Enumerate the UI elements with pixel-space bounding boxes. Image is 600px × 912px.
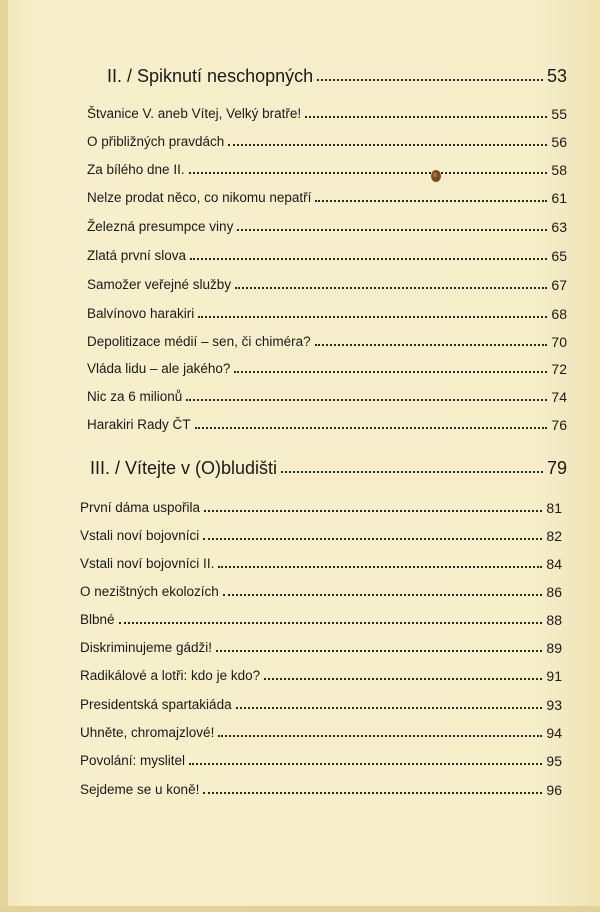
entry-page-number: 96 — [546, 782, 562, 798]
dot-leader — [264, 678, 542, 680]
chapter-heading — [0, 458, 600, 478]
dot-leader — [281, 471, 543, 473]
toc-entry — [0, 102, 600, 122]
entry-page-number: 65 — [551, 248, 567, 264]
entry-page-number: 74 — [551, 389, 567, 405]
toc-entry — [0, 749, 600, 769]
dot-leader — [119, 622, 543, 624]
entry-title: Blbné — [80, 612, 115, 627]
entry-page-number: 89 — [546, 640, 562, 656]
entry-title: Diskriminujeme gádži! — [80, 640, 213, 655]
toc-entry — [0, 778, 600, 798]
chapter-title: II. / Spiknutí neschopných — [107, 66, 314, 86]
entry-page-number: 95 — [546, 753, 562, 769]
dot-leader — [218, 566, 542, 568]
entry-page-number: 88 — [546, 612, 562, 628]
entry-page-number: 61 — [551, 190, 567, 206]
entry-title: Vstali noví bojovníci — [80, 528, 200, 543]
dot-leader — [315, 200, 547, 202]
toc-entry — [0, 385, 600, 405]
entry-page-number: 63 — [551, 219, 567, 235]
ink-blot-mark — [430, 168, 442, 183]
entry-title: První dáma uspořila — [80, 500, 201, 515]
entry-title: Uhněte, chromajzlové! — [80, 725, 215, 740]
entry-title: Nic za 6 milionů — [87, 389, 183, 404]
toc-entry — [0, 608, 600, 628]
dot-leader — [218, 735, 542, 737]
dot-leader — [190, 258, 547, 260]
toc-entry — [0, 524, 600, 544]
dot-leader — [317, 79, 543, 81]
entry-page-number: 86 — [546, 584, 562, 600]
toc-entry — [0, 413, 600, 433]
entry-title: Harakiri Rady ČT — [87, 417, 191, 432]
toc-entry — [0, 244, 600, 264]
toc-entry — [0, 158, 600, 178]
dot-leader — [189, 763, 542, 765]
toc-entry — [0, 215, 600, 235]
dot-leader — [204, 510, 542, 512]
dot-leader — [234, 371, 547, 373]
chapter-page-number: 53 — [546, 66, 567, 86]
page-edge-bottom — [0, 906, 600, 912]
toc-entry — [0, 580, 600, 600]
toc-entry — [0, 273, 600, 293]
entry-title: O nezištných ekolozích — [80, 584, 219, 599]
dot-leader — [189, 172, 548, 174]
entry-title: Sejdeme se u koně! — [80, 782, 200, 797]
dot-leader — [203, 792, 542, 794]
dot-leader — [198, 316, 547, 318]
toc-entry — [0, 552, 600, 572]
entry-page-number: 82 — [546, 528, 562, 544]
dot-leader — [235, 287, 547, 289]
entry-title: Vláda lidu – ale jakého? — [87, 361, 231, 376]
entry-page-number: 93 — [546, 697, 562, 713]
dot-leader — [237, 229, 547, 231]
entry-title: Povolání: myslitel — [80, 753, 186, 768]
entry-page-number: 72 — [551, 361, 567, 377]
toc-entry — [0, 496, 600, 516]
dot-leader — [216, 650, 542, 652]
toc-entry — [0, 664, 600, 684]
entry-title: Štvanice V. aneb Vítej, Velký bratře! — [87, 106, 302, 121]
dot-leader — [186, 399, 547, 401]
entry-title: Balvínovo harakiri — [87, 306, 195, 321]
entry-page-number: 67 — [551, 277, 567, 293]
dot-leader — [203, 538, 542, 540]
entry-page-number: 55 — [551, 106, 567, 122]
entry-title: Vstali noví bojovníci II. — [80, 556, 215, 571]
dot-leader — [305, 116, 547, 118]
dot-leader — [195, 427, 548, 429]
entry-page-number: 56 — [551, 134, 567, 150]
dot-leader — [315, 344, 548, 346]
entry-title: Za bílého dne II. — [87, 162, 185, 177]
entry-title: Presidentská spartakiáda — [80, 697, 232, 712]
dot-leader — [223, 594, 543, 596]
entry-title: Nelze prodat něco, co nikomu nepatří — [87, 190, 312, 205]
toc-entry — [0, 130, 600, 150]
entry-title: O přibližných pravdách — [87, 134, 225, 149]
toc-entry — [0, 357, 600, 377]
toc-entry — [0, 330, 600, 350]
entry-page-number: 84 — [546, 556, 562, 572]
entry-title: Radikálové a lotři: kdo je kdo? — [80, 668, 261, 683]
entry-page-number: 70 — [551, 334, 567, 350]
toc-entry — [0, 721, 600, 741]
toc-entry — [0, 302, 600, 322]
chapter-heading — [0, 66, 600, 86]
chapter-title: III. / Vítejte v (O)bludišti — [90, 458, 278, 478]
entry-title: Železná presumpce viny — [87, 219, 234, 234]
dot-leader — [228, 144, 547, 146]
entry-page-number: 81 — [546, 500, 562, 516]
toc-entry — [0, 636, 600, 656]
dot-leader — [236, 707, 543, 709]
entry-page-number: 94 — [546, 725, 562, 741]
entry-page-number: 91 — [546, 668, 562, 684]
chapter-page-number: 79 — [546, 458, 567, 478]
entry-title: Depolitizace médií – sen, či chiméra? — [87, 334, 311, 349]
toc-entry — [0, 693, 600, 713]
entry-page-number: 68 — [551, 306, 567, 322]
toc-entry — [0, 186, 600, 206]
entry-title: Samožer veřejné služby — [87, 277, 232, 292]
entry-page-number: 58 — [551, 162, 567, 178]
entry-title: Zlatá první slova — [87, 248, 187, 263]
entry-page-number: 76 — [551, 417, 567, 433]
